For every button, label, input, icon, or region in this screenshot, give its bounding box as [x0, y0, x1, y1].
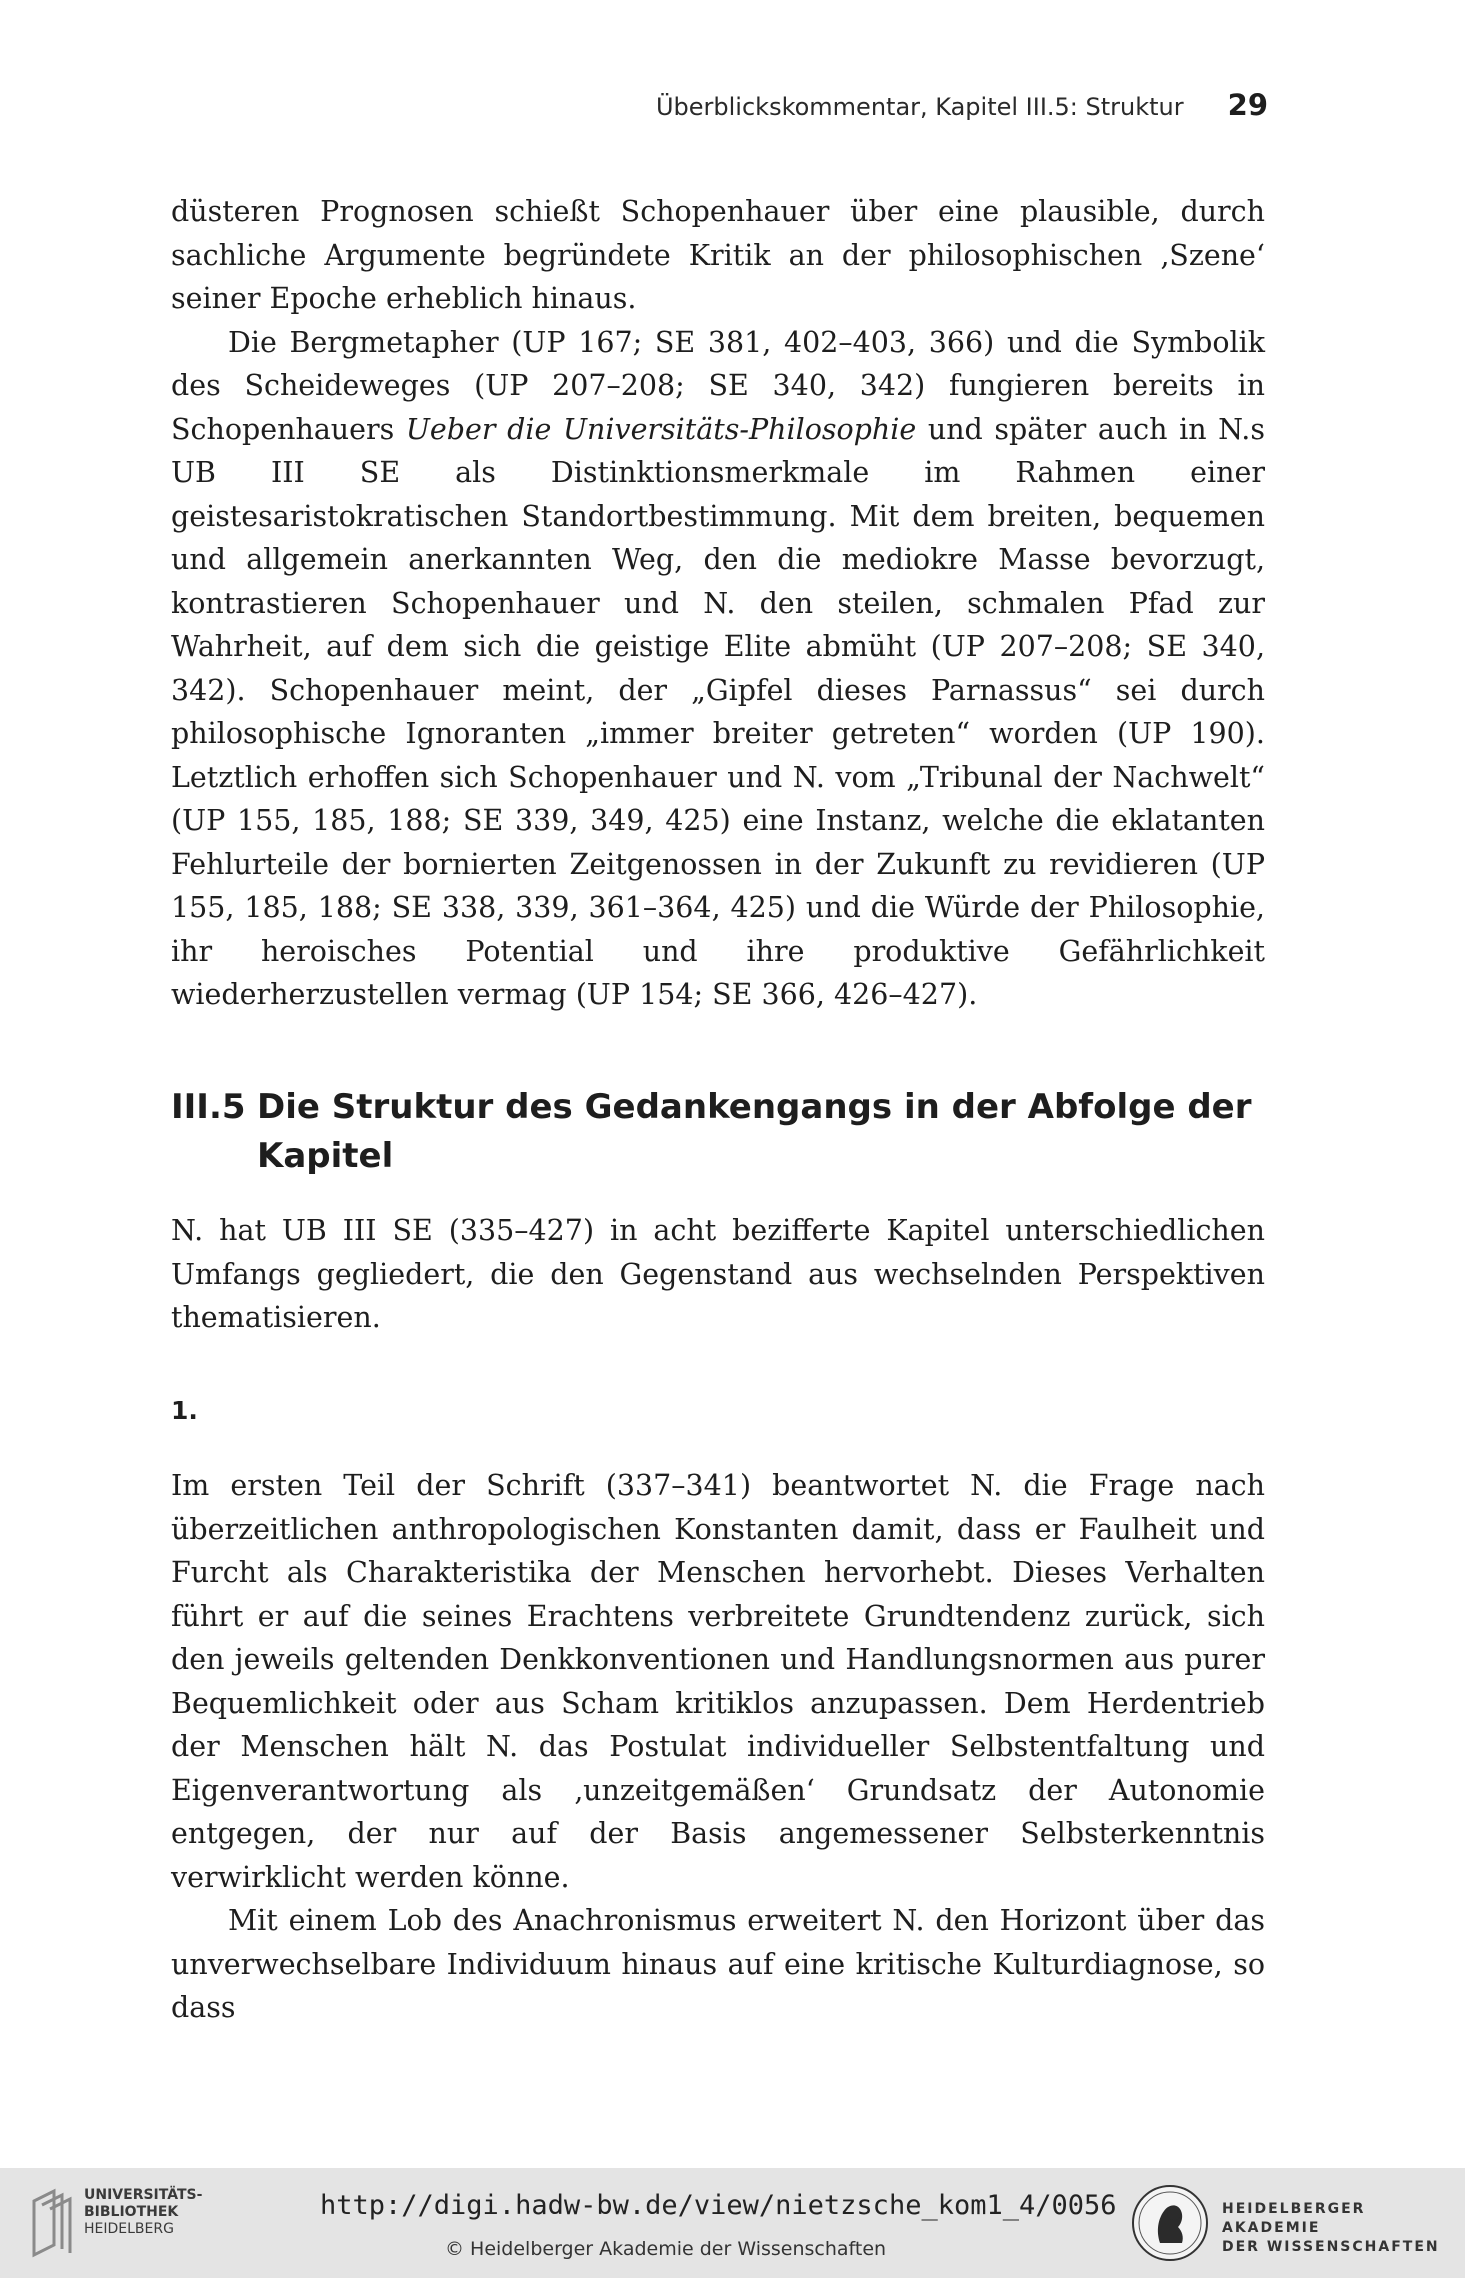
library-name-line: HEIDELBERG: [84, 2221, 174, 2237]
section-title: Die Struktur des Gedankengangs in der Abfolge der Kapitel: [257, 1087, 1252, 1176]
text-block-section-intro: [171, 1209, 1265, 1340]
page-number: 29: [1227, 88, 1268, 122]
library-name: [84, 2187, 202, 2238]
running-header: [656, 88, 1268, 122]
section-heading: [171, 1083, 1265, 1181]
paragraph: [171, 321, 1265, 1017]
paragraph-text: Die Bergmetapher (UP 167; SE 381, 402–403, 366) und die Symbolik des Scheideweges (UP 207–208; SE 340, 342) fungieren bereits in Schopenhauers: [171, 325, 1265, 446]
section-number: III.5: [171, 1087, 246, 1127]
paragraph: Im ersten Teil der Schrift (337–341) beantwortet N. die Frage nach überzeitlichen anthropologischen Konstanten damit, dass er Faulheit und Furcht als Charakteristika der Menschen hervorhebt. Dieses Verhalten führt er auf die seines Erachtens verbreitete Grundtendenz zurück, sich den jeweils geltenden Denkkonventionen und Handlungsnormen aus purer Bequemlichkeit oder aus Scham kritiklos anzupassen. Dem Herdentrieb der Menschen hält N. das Postulat individueller Selbstentfaltung und Eigenverantwortung als ‚unzeitgemäßen‘ Grundsatz der Autonomie entgegen, der nur auf der Basis angemessener Selbsterkenntnis verwirklicht werden könne.: [171, 1469, 1265, 1894]
library-name-line: BIBLIOTHEK: [84, 2204, 179, 2220]
paragraph: N. hat UB III SE (335–427) in acht bezifferte Kapitel unterschiedlichen Umfangs gegliedert, die den Gegenstand aus wechselnden Perspektiven thematisieren.: [171, 1214, 1265, 1334]
chapter-number: 1.: [171, 1396, 198, 1425]
footer-bar: [0, 2168, 1465, 2278]
academy-name-line: HEIDELBERGER AKADEMIE: [1222, 2201, 1366, 2236]
paragraph-text: und später auch in N.s UB III SE als Distinktionsmerkmale im Rahmen einer geistesaristokratischen Standortbestimmung. Mit dem breiten, bequemen und allgemein anerkannten Weg, den die mediokre Masse bevorzugt, kontrastieren Schopenhauer und N. den steilen, schmalen Pfad zur Wahrheit, auf dem sich die geistige Elite abmüht (UP 207–208; SE 340, 342). Schopenhauer meint, der „Gipfel dieses Parnassus“ sei durch philosophische Ignoranten „immer breiter getreten“ worden (UP 190). Letztlich erhoffen sich Schopenhauer und N. vom „Tribunal der Nachwelt“ (UP 155, 185, 188; SE 339, 349, 425) eine Instanz, welche die eklatanten Fehlurteile der bornierten Zeitgenossen in der Zukunft zu revidieren (UP 155, 185, 188; SE 338, 339, 361–364, 425) und die Würde der Philosophie, ihr heroisches Potential und ihre produktive Gefährlichkeit wiederherzustellen vermag (UP 154; SE 366, 426–427).: [171, 412, 1265, 1011]
running-title: Überblickskommentar, Kapitel III.5: Struktur: [655, 93, 1184, 121]
paragraph: düsteren Prognosen schießt Schopenhauer über eine plausible, durch sachliche Argumente begründete Kritik an der philosophischen ‚Szene‘ seiner Epoche erheblich hinaus.: [171, 195, 1265, 315]
permalink-url[interactable]: http://digi.hadw-bw.de/view/nietzsche_kom1_4/0056: [320, 2190, 1117, 2221]
library-name-line: UNIVERSITÄTS-: [84, 2187, 203, 2203]
text-block-chapter-1: [171, 1464, 1265, 2030]
academy-name-line: DER WISSENSCHAFTEN: [1222, 2239, 1440, 2255]
academy-name: [1222, 2200, 1465, 2257]
book-title: Ueber die Universitäts-Philosophie: [405, 412, 917, 446]
text-block-intro: [171, 190, 1265, 1017]
academy-seal-icon: [1130, 2183, 1210, 2263]
copyright-notice: © Heidelberger Akademie der Wissenschaften: [445, 2238, 887, 2260]
paragraph: Mit einem Lob des Anachronismus erweitert N. den Horizont über das unverwechselbare Individuum hinaus auf eine kritische Kulturdiagnose, so dass: [171, 1904, 1265, 2024]
